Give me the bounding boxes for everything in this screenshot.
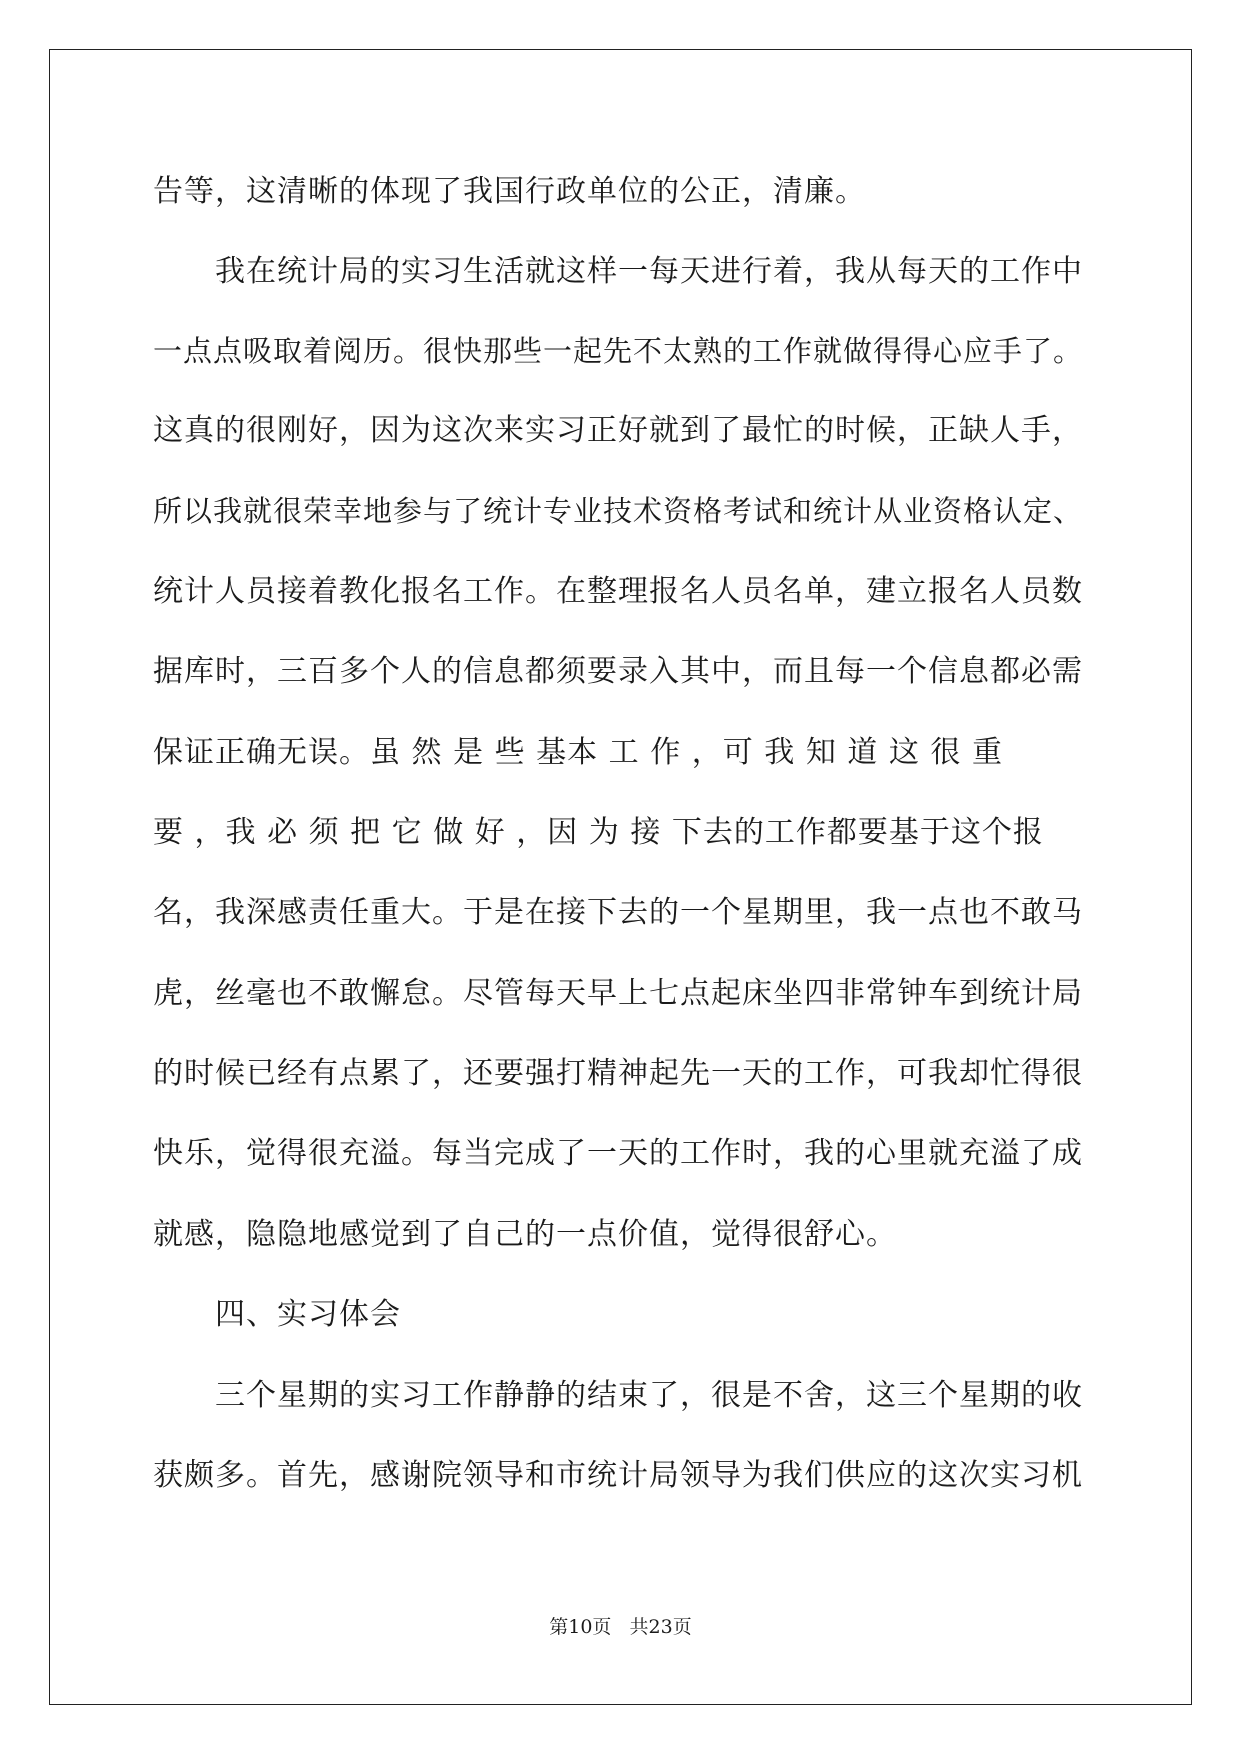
- body-line-7: 据库时，三百多个人的信息都须要录入其中，而且每一个信息都必需: [153, 654, 1083, 689]
- body-line-17: 获颇多。首先，感谢院领导和市统计局领导为我们供应的这次实习机: [153, 1458, 1083, 1493]
- body-line-8: 保证正确无误。虽 然 是 些 基本 工 作 ，可 我 知 道 这 很 重: [153, 735, 1003, 770]
- body-line-1: 告等，这清晰的体现了我国行政单位的公正，清廉。: [153, 174, 866, 209]
- body-line-3: 一点点吸取着阅历。很快那些一起先不太熟的工作就做得得心应手了。: [153, 334, 1084, 368]
- body-line-10: 名，我深感责任重大。于是在接下去的一个星期里，我一点也不敢马: [153, 895, 1083, 930]
- body-line-5: 所以我就很荣幸地参与了统计专业技术资格考试和统计从业资格认定、: [153, 494, 1084, 528]
- body-line-11: 虎，丝毫也不敢懈怠。尽管每天早上七点起床坐四非常钟车到统计局: [153, 976, 1083, 1011]
- body-line-16: 三个星期的实习工作静静的结束了，很是不舍，这三个星期的收: [153, 1378, 1083, 1413]
- section-heading: 四、实习体会: [153, 1297, 401, 1332]
- body-line-12: 的时候已经有点累了，还要强打精神起先一天的工作，可我却忙得很: [153, 1056, 1083, 1091]
- body-line-4: 这真的很刚好，因为这次来实习正好就到了最忙的时候，正缺人手，: [153, 413, 1083, 448]
- body-line-2: 我在统计局的实习生活就这样一每天进行着，我从每天的工作中: [153, 254, 1083, 289]
- body-line-6: 统计人员接着教化报名工作。在整理报名人员名单，建立报名人员数: [153, 574, 1083, 609]
- body-line-13: 快乐，觉得很充溢。每当完成了一天的工作时，我的心里就充溢了成: [153, 1136, 1083, 1171]
- body-line-9: 要 ，我 必 须 把 它 做 好 ，因 为 接 下去的工作都要基于这个报: [153, 815, 1044, 850]
- body-line-14: 就感，隐隐地感觉到了自己的一点价值，觉得很舒心。: [153, 1217, 897, 1252]
- page-number-footer: 第10页 共23页: [549, 1616, 692, 1638]
